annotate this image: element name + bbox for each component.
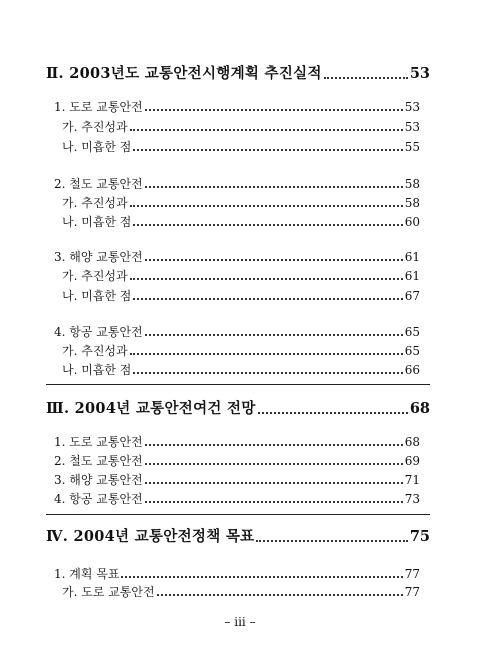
dot-leader	[121, 576, 402, 578]
toc-section-2	[0, 60, 480, 84]
toc-item-label: 4. 항공 교통안전	[54, 325, 143, 339]
toc-section-4	[0, 523, 480, 547]
toc-item-label: 4. 항공 교통안전	[54, 492, 143, 506]
toc-section-3	[0, 395, 480, 419]
toc-subitem-label: 가. 추진성과	[62, 120, 128, 134]
dot-leader	[258, 412, 408, 414]
dot-leader	[145, 501, 403, 503]
section-divider	[46, 514, 430, 515]
toc-item	[0, 470, 480, 488]
toc-page-number: 61	[404, 269, 420, 283]
toc-item-label: 2. 철도 교통안전	[54, 177, 143, 191]
toc-subitem-label: 나. 미흡한 점	[62, 289, 132, 303]
toc-page-number: 65	[404, 344, 420, 358]
toc-subitem	[0, 193, 480, 211]
toc-page-number: 53	[404, 120, 420, 134]
toc-subitem-label: 가. 도로 교통안전	[62, 585, 155, 599]
dot-leader	[130, 129, 403, 131]
dot-leader	[145, 444, 403, 446]
dot-leader	[145, 109, 403, 111]
toc-page-number: 53	[404, 100, 420, 114]
toc-item	[0, 489, 480, 507]
toc-subitem	[0, 360, 480, 378]
toc-page-number: 73	[404, 492, 420, 506]
dot-leader	[256, 540, 407, 542]
toc-section-title: Ⅲ. 2004년 교통안전여건 전망	[46, 400, 256, 417]
toc-item	[0, 174, 480, 192]
toc-page-number: 55	[404, 140, 420, 154]
dot-leader	[145, 334, 403, 336]
toc-subitem-label: 나. 미흡한 점	[62, 215, 132, 229]
dot-leader	[157, 594, 403, 596]
toc-page-number: 66	[404, 363, 420, 377]
toc-page-number: 69	[404, 454, 420, 468]
toc-item	[0, 322, 480, 340]
dot-leader	[145, 482, 403, 484]
toc-item-label: 3. 해양 교통안전	[54, 250, 143, 264]
toc-subitem	[0, 117, 480, 135]
dot-leader	[133, 149, 402, 151]
section-divider	[46, 384, 430, 385]
dot-leader	[145, 259, 403, 261]
toc-subitem-label: 가. 추진성과	[62, 269, 128, 283]
dot-leader	[133, 372, 402, 374]
toc-item-label: 3. 해양 교통안전	[54, 473, 143, 487]
toc-subitem	[0, 212, 480, 230]
dot-leader	[130, 205, 403, 207]
toc-item	[0, 564, 480, 582]
toc-page-number: 53	[409, 65, 430, 82]
toc-item	[0, 97, 480, 115]
toc-page-number: 60	[404, 215, 420, 229]
toc-subitem	[0, 582, 480, 600]
toc-item-label: 1. 도로 교통안전	[54, 100, 143, 114]
toc-page-number: 68	[409, 400, 430, 417]
toc-subitem-label: 가. 추진성과	[62, 344, 128, 358]
toc-subitem	[0, 137, 480, 155]
page-footer-number: – iii –	[224, 615, 256, 629]
toc-subitem-label: 가. 추진성과	[62, 196, 128, 210]
toc-item-label: 1. 계획 목표	[54, 567, 120, 581]
toc-page-number: 61	[404, 250, 420, 264]
toc-subitem	[0, 266, 480, 284]
toc-page-number: 65	[404, 325, 420, 339]
toc-item	[0, 247, 480, 265]
toc-page-number: 58	[404, 177, 420, 191]
toc-page-number: 71	[404, 473, 420, 487]
dot-leader	[324, 77, 408, 79]
toc-item	[0, 451, 480, 469]
toc-page-number: 77	[404, 585, 420, 599]
toc-page-number: 58	[404, 196, 420, 210]
dot-leader	[145, 463, 403, 465]
toc-subitem-label: 나. 미흡한 점	[62, 140, 132, 154]
toc-page-number: 75	[409, 528, 430, 545]
toc-subitem	[0, 286, 480, 304]
toc-item-label: 2. 철도 교통안전	[54, 454, 143, 468]
dot-leader	[130, 278, 403, 280]
toc-item	[0, 432, 480, 450]
dot-leader	[133, 224, 402, 226]
toc-page-number: 68	[404, 435, 420, 449]
dot-leader	[145, 186, 403, 188]
toc-section-title: Ⅳ. 2004년 교통안전정책 목표	[46, 528, 255, 545]
toc-section-title: Ⅱ. 2003년도 교통안전시행계획 추진실적	[46, 65, 322, 82]
dot-leader	[130, 353, 403, 355]
toc-page-number: 77	[404, 567, 420, 581]
toc-item-label: 1. 도로 교통안전	[54, 435, 143, 449]
toc-page-number: 67	[404, 289, 420, 303]
dot-leader	[133, 298, 402, 300]
toc-subitem-label: 나. 미흡한 점	[62, 363, 132, 377]
toc-subitem	[0, 341, 480, 359]
